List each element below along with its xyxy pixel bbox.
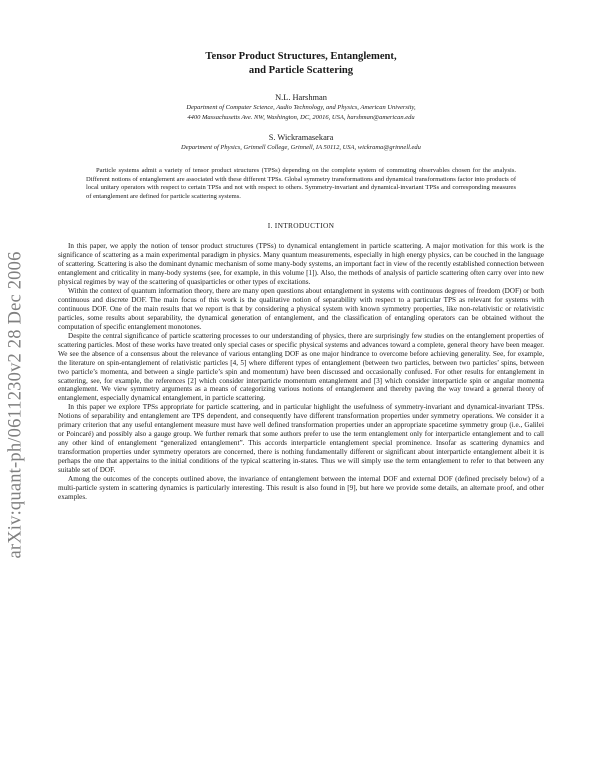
abstract: Particle systems admit a variety of tensor product structures (TPSs) depending on the complete system of commuting observables chosen for the analysis. Different notions of entanglement are associated with these different TPSs. Global symmetry transformations and dynamical transformations factor into products of local unitary operators with respect to certain TPSs and not with respect to others. Symmetry-invariant and dynamical-invariant TPSs and corresponding measures of entanglement are defined for particle scattering systems.	[86, 166, 516, 201]
intro-paragraph-3: Despite the central significance of particle scattering processes to our understanding of physics, there are surprisingly few studies on the entanglement properties of scattering particles. Most of these works have treated only special cases or specific physical systems and advances toward a complete, general theory have been meager. We see the absence of a consensus about the relevance of various entangling DOF as one major hindrance to overcome before achieving generality. See, for example, the literature on spin-entanglement of relativistic particles [4, 5] where different types of entanglement (between two particles, between two particles’ spins, between two particle’s momenta, and between a single particle’s spin and momentum) have been discussed and occasionally confused. For other results for entanglement in scattering, see, for example, the references [2] which consider interparticle momentum entanglement and [3] which consider interparticle spin or angular momenta entanglement. We view symmetry arguments as a means of categorizing various notions of entanglement and thereby paving the way toward a general theory of entanglement, especially dynamical entanglement, in particle scattering.	[58, 331, 544, 403]
intro-paragraph-2: Within the context of quantum information theory, there are many open questions about entanglement in systems with continuous degrees of freedom (DOF) or both continuous and discrete DOF. The main focus of this work is the qualitative notion of separability with respect to a particular TPS as relevant for systems with continuous DOF. One of the main results that we report is that by considering a physical system with known symmetry properties, like non-relativistic or relativistic particles, some results about separability, the dynamical generation of entanglement, and the classification of entangling operators can be obtained without the computation of specific entanglement monotones.	[58, 287, 544, 331]
arxiv-stamp-sidebar	[2, 195, 30, 615]
intro-paragraph-5: Among the outcomes of the concepts outlined above, the invariance of entanglement between the internal DOF and external DOF (defined precisely below) of a multi-particle system in scattering dynamics is particularly interesting. This result is also found in [9], but here we provide some details, an alternate proof, and other examples.	[58, 475, 544, 501]
intro-paragraph-4: In this paper we explore TPSs appropriate for particle scattering, and in particular highlight the usefulness of symmetry-invariant and dynamical-invariant TPSs. Notions of separability and entanglement are TPS dependent, and consequently have different transformation properties under symmetry operations. We consider it a primary criterion that any useful entanglement measure must have well defined transformation properties under an appropriate spacetime symmetry group (i.e., Galilei or Poincaré) and possibly also a gauge group. We further remark that some authors prefer to use the term entanglement only for interparticle entanglement and to call any other kind of entanglement “generalized entanglement”. This accords interparticle entanglement special prominence. Insofar as scattering dynamics and transformation properties under symmetry operators are concerned, there is nothing fundamentally different or significant about interparticle entanglement albeit it is perhaps the one that appertains to the initial conditions of the typical scattering in-states. Thus we will simply use the term entanglement to refer to that between any suitable set of DOF.	[58, 403, 544, 475]
title-line-1: Tensor Product Structures, Entanglement,	[205, 51, 397, 62]
arxiv-identifier: arXiv:quant-ph/0611230v2 28 Dec 2006	[5, 251, 26, 559]
title-line-2: and Particle Scattering	[248, 65, 354, 76]
paper-page	[58, 50, 544, 502]
intro-paragraph-1: In this paper, we apply the notion of tensor product structures (TPSs) to dynamical entanglement in particle scattering. A major motivation for this work is the significance of scattering as a main experimental paradigm in physics. Many quantum measurements, especially in high energy physics, can be couched in the language of scattering. Scattering is also the dominant dynamic mechanism of some many-body systems, an important fact in view of the recently established connection between entanglement and criticality in many-body systems (see, for example, in this volume [1]). Also, the methods of analysis of particle scattering often carry over into new physical regimes by way of the scattering of quasiparticles or other types of excitations.	[58, 242, 544, 287]
section-heading-introduction: I. INTRODUCTION	[267, 221, 335, 231]
author-affiliation-2: Department of Physics, Grinnell College, Grinnell, IA 50112, USA, wickrama@grinnell.edu	[181, 144, 421, 152]
author-name-1: N.L. Harshman	[275, 93, 327, 102]
paper-title	[58, 50, 544, 78]
author-affiliation-1-line-2: 4400 Massachusetts Ave. NW, Washington, DC, 20016, USA, harshman@american.edu	[187, 114, 415, 122]
author-name-2: S. Wickramasekara	[268, 133, 334, 143]
author-affiliation-1-line-1: Department of Computer Science, Audio Technology, and Physics, American University,	[186, 104, 416, 111]
